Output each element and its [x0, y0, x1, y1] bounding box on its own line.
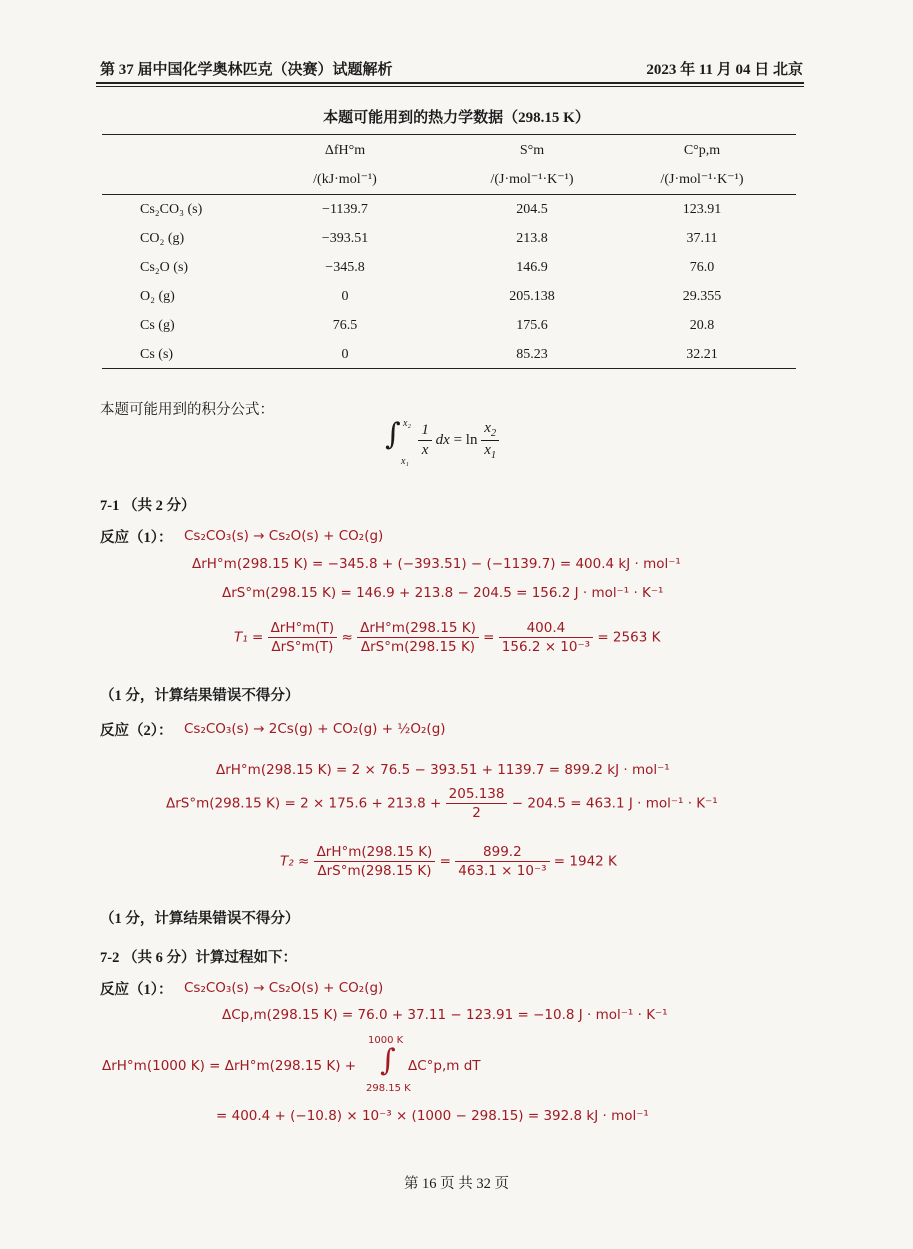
row-cp: 123.91 — [682, 202, 722, 217]
r2-entropy — [166, 786, 718, 821]
row-cp: 20.8 — [689, 318, 715, 333]
col-unit-dfh: /(kJ·mol⁻¹) — [313, 172, 377, 187]
r1-frac3: $\frac{400.4}{\text{156.2 × 10⁻³}}$ — [499, 620, 593, 655]
col-header-cp: C°p,m — [683, 143, 721, 158]
row-s: 204.5 — [516, 202, 548, 217]
integral-formula — [385, 417, 499, 467]
row-species: Cs₂CO₃ (s) — [140, 202, 203, 217]
row-dfh: 0 — [341, 289, 349, 304]
row-species: O₂ (g) — [140, 289, 175, 304]
row-s: 146.9 — [516, 260, 548, 275]
header-left: 第 37 届中国化学奥林匹克（决赛）试题解析 — [100, 62, 393, 78]
row-dfh: 76.5 — [332, 318, 358, 333]
table-top-rule — [102, 134, 796, 135]
header-right: 2023 年 11 月 04 日 北京 — [646, 62, 803, 78]
col-header-dfh: ΔfH°m — [324, 143, 366, 158]
ln-frac: $\frac{x_2}{x_1}$ — [481, 420, 499, 461]
header-rule-thin — [96, 86, 804, 87]
row-s: 205.138 — [509, 289, 555, 304]
r1-frac1: $\frac{\text{ΔrH°m(T)}}{\text{ΔrS°m(T)}}$ — [268, 620, 338, 655]
col-header-s: S°m — [519, 143, 545, 158]
table-title: 本题可能用到的热力学数据（298.15 K） — [323, 110, 590, 126]
page-footer: 第 16 页 共 32 页 — [403, 1176, 510, 1192]
r1-t-result: = 2563 K — [597, 629, 661, 646]
row-cp: 37.11 — [686, 231, 718, 246]
row-species: Cs (s) — [140, 347, 174, 362]
score-note-1: （1 分，计算结果错误不得分） — [100, 688, 300, 704]
integral-lower: x₁ — [401, 456, 409, 467]
row-species: Cs (g) — [140, 318, 175, 333]
table-bottom-rule — [102, 368, 796, 369]
integral-sign-72: ∫ — [380, 1043, 396, 1078]
col-unit-cp: /(J·mol⁻¹·K⁻¹) — [660, 172, 744, 187]
row-dfh: −393.51 — [321, 231, 369, 246]
reaction1-label-72: 反应（1）： — [100, 982, 173, 998]
integral-upper: x₂ — [403, 418, 411, 429]
r2-entropy-a: ΔrS°m(298.15 K) = 2 × 175.6 + 213.8 + — [166, 795, 442, 812]
r1-t-label: T₁ = — [234, 629, 264, 646]
int-lower-limit: 298.15 K — [366, 1083, 411, 1094]
integral-sign: ∫ — [385, 417, 401, 452]
header-rule — [96, 82, 804, 84]
delta-cp: ΔCp,m(298.15 K) = 76.0 + 37.11 − 123.91 = −10.8 J · mol⁻¹ · K⁻¹ — [222, 1007, 668, 1023]
reaction1-equation: Cs₂CO₃(s) → Cs₂O(s) + CO₂(g) — [184, 528, 384, 544]
score-note-2: （1 分，计算结果错误不得分） — [100, 911, 300, 927]
r2-temperature: T₂ ≈ $\frac{\text{ΔrH°m(298.15 K)}}{\text{ΔrS°m(298.15 K)}}$ = $\frac{899.2}{\text{463.1 × 10⁻³}}$ = 1942 K — [280, 844, 617, 879]
row-species: Cs₂O (s) — [140, 260, 189, 275]
reaction2-label: 反应（2）： — [100, 723, 173, 739]
integrand-frac: $\frac{1}{x}$ — [418, 422, 432, 459]
row-dfh: 0 — [341, 347, 349, 362]
r1-temperature: T₁ = $\frac{\text{ΔrH°m(T)}}{\text{ΔrS°m(T)}}$ ≈ $\frac{\text{ΔrH°m(298.15 K)}}{\text{ΔrS°m(298.15 K)}}$ = $\frac{400.4}{\text{156.2 × 10⁻³}}$ = 2563 K — [234, 620, 661, 655]
reaction1-equation-72: Cs₂CO₃(s) → Cs₂O(s) + CO₂(g) — [184, 980, 384, 996]
section-7-1-heading: 7-1 （共 2 分） — [100, 498, 196, 514]
r2-frac1: $\frac{\text{ΔrH°m(298.15 K)}}{\text{ΔrS°m(298.15 K)}}$ — [314, 844, 436, 879]
r1-frac2: $\frac{\text{ΔrH°m(298.15 K)}}{\text{ΔrS°m(298.15 K)}}$ — [357, 620, 479, 655]
r1-enthalpy: ΔrH°m(298.15 K) = −345.8 + (−393.51) − (−1139.7) = 400.4 kJ · mol⁻¹ — [192, 556, 681, 572]
reaction2-equation: Cs₂CO₃(s) → 2Cs(g) + CO₂(g) + ½O₂(g) — [184, 721, 446, 737]
row-s: 175.6 — [516, 318, 548, 333]
row-s: 85.23 — [516, 347, 548, 362]
r2-t-result: = 1942 K — [553, 853, 617, 870]
r2-t-label: T₂ ≈ — [280, 853, 310, 870]
row-s: 213.8 — [516, 231, 548, 246]
row-cp: 32.21 — [686, 347, 718, 362]
r2-frac2: $\frac{899.2}{\text{463.1 × 10⁻³}}$ — [455, 844, 549, 879]
row-species: CO₂ (g) — [140, 231, 185, 246]
r2-enthalpy: ΔrH°m(298.15 K) = 2 × 76.5 − 393.51 + 1139.7 = 899.2 kJ · mol⁻¹ — [216, 762, 670, 778]
row-dfh: −1139.7 — [322, 202, 368, 217]
r1-entropy: ΔrS°m(298.15 K) = 146.9 + 213.8 − 204.5 = 156.2 J · mol⁻¹ · K⁻¹ — [222, 585, 664, 601]
reaction1-label: 反应（1）： — [100, 530, 173, 546]
integral-result: = ln — [453, 432, 478, 448]
col-unit-s: /(J·mol⁻¹·K⁻¹) — [490, 172, 574, 187]
int-upper-limit: 1000 K — [368, 1035, 404, 1046]
row-cp: 29.355 — [682, 289, 722, 304]
integrand-dx: dx — [435, 432, 450, 448]
dh1000-result: = 400.4 + (−10.8) × 10⁻³ × (1000 − 298.15) = 392.8 kJ · mol⁻¹ — [216, 1108, 649, 1124]
integral-body: ΔC°p,m dT — [408, 1058, 481, 1074]
row-dfh: −345.8 — [325, 260, 365, 275]
integral-intro: 本题可能用到的积分公式： — [100, 402, 274, 418]
row-cp: 76.0 — [689, 260, 715, 275]
r2-entropy-frac: $\frac{205.138}{2}$ — [446, 786, 508, 821]
table-header-rule — [102, 194, 796, 195]
r2-entropy-b: − 204.5 = 463.1 J · mol⁻¹ · K⁻¹ — [511, 795, 718, 812]
section-7-2-heading: 7-2 （共 6 分）计算过程如下： — [100, 950, 297, 966]
dh1000-left: ΔrH°m(1000 K) = ΔrH°m(298.15 K) + — [102, 1058, 357, 1074]
